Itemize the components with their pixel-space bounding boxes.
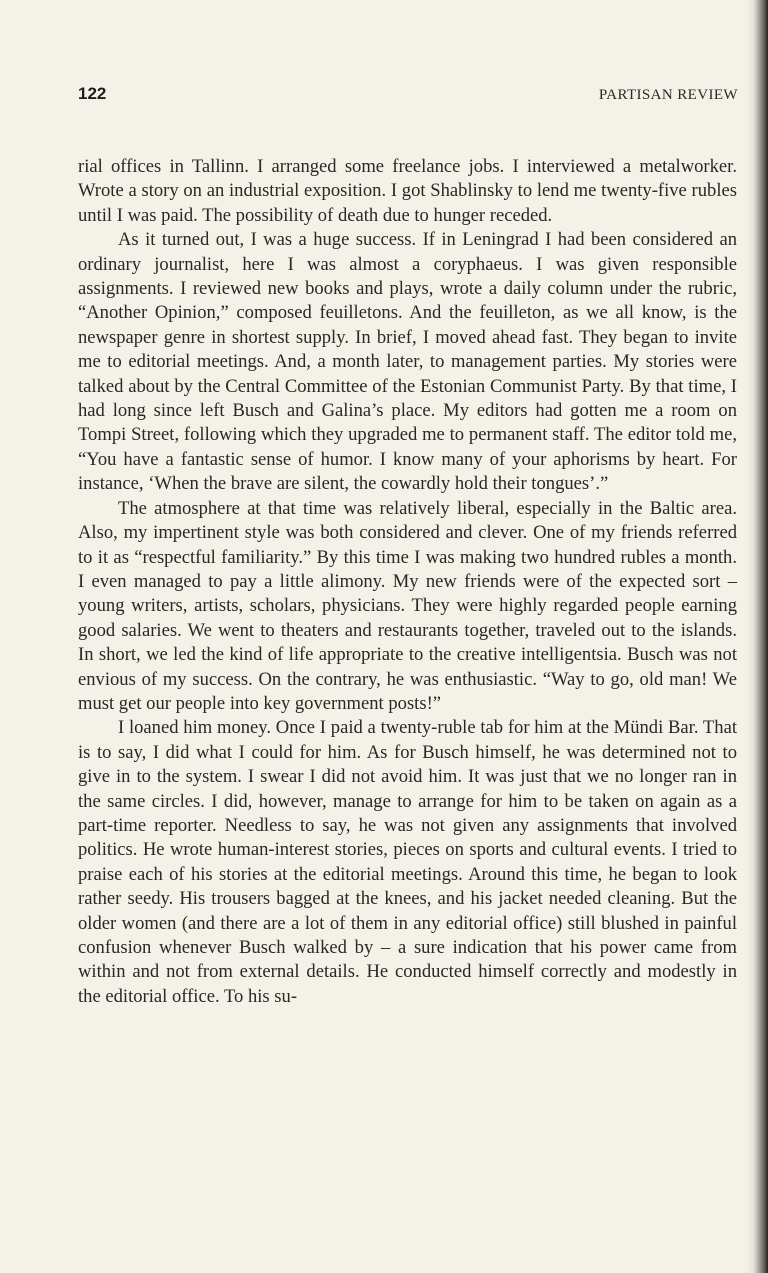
paragraph: As it turned out, I was a huge success. If in Leningrad I had been considered an ordinary journalist, here I was almost a coryphaeus. I was given responsible assignments. I reviewed new books and plays, wrote a daily column under the rubric, “Another Opinion,” composed feuilletons. And the feuilleton, as we all know, is the newspaper genre in shortest supply. In brief, I moved ahead fast. They began to invite me to editorial meetings. And, a month later, to management parties. My stories were talked about by the Central Committee of the Estonian Communist Party. By that time, I had long since left Busch and Galina’s place. My editors had gotten me a room on Tompi Street, following which they upgraded me to permanent staff. The editor told me, “You have a fantastic sense of humor. I know many of your aphorisms by heart. For instance, ‘When the brave are silent, the cowardly hold their tongues’.” bbox=[78, 229, 737, 495]
body-text bbox=[78, 155, 737, 1009]
running-head bbox=[78, 82, 738, 106]
paragraph-continued: rial offices in Tallinn. I arranged some freelance jobs. I interviewed a metalworker. Wrote a story on an industrial exposition. I got Shablinsky to lend me twenty-five rubles until I was paid. The possibility of death due to hunger receded. bbox=[78, 156, 737, 226]
page-edge-shadow bbox=[746, 0, 768, 1273]
journal-title: PARTISAN REVIEW bbox=[598, 87, 738, 103]
paragraph: The atmosphere at that time was relatively liberal, especially in the Baltic area. Also, my impertinent style was both considered and clever. One of my friends referred to it as “respectful familiarity.” By this time I was making two hundred rubles a month. I even managed to pay a little alimony. My new friends were of the expected sort – young writers, artists, scholars, physicians. They were highly regarded people earning good salaries. We went to theaters and restaurants together, traveled out to the islands. In short, we led the kind of life appropriate to the creative intelligentsia. Busch was not envious of my success. On the contrary, he was enthusiastic. “Way to go, old man! We must get our people into key government posts!” bbox=[78, 497, 737, 714]
paragraph: I loaned him money. Once I paid a twenty-ruble tab for him at the Mündi Bar. That is to say, I did what I could for him. As for Busch himself, he was determined not to give in to the system. I swear I did not avoid him. It was just that we no longer ran in the same circles. I did, however, manage to arrange for him to be taken on again as a part-time reporter. Needless to say, he was not given any assignments that involved politics. He wrote human-interest stories, pieces on sports and cultural events. I tried to praise each of his stories at the editorial meetings. Around this time, he began to look rather seedy. His trousers bagged at the knees, and his jacket needed cleaning. But the older women (and there are a lot of them in any editorial office) still blushed in painful confusion whenever Busch walked by – a sure indication that his power came from within and not from external details. He conducted himself correctly and modestly in the editorial office. To his su- bbox=[78, 717, 737, 1007]
page-number: 122 bbox=[78, 84, 107, 103]
